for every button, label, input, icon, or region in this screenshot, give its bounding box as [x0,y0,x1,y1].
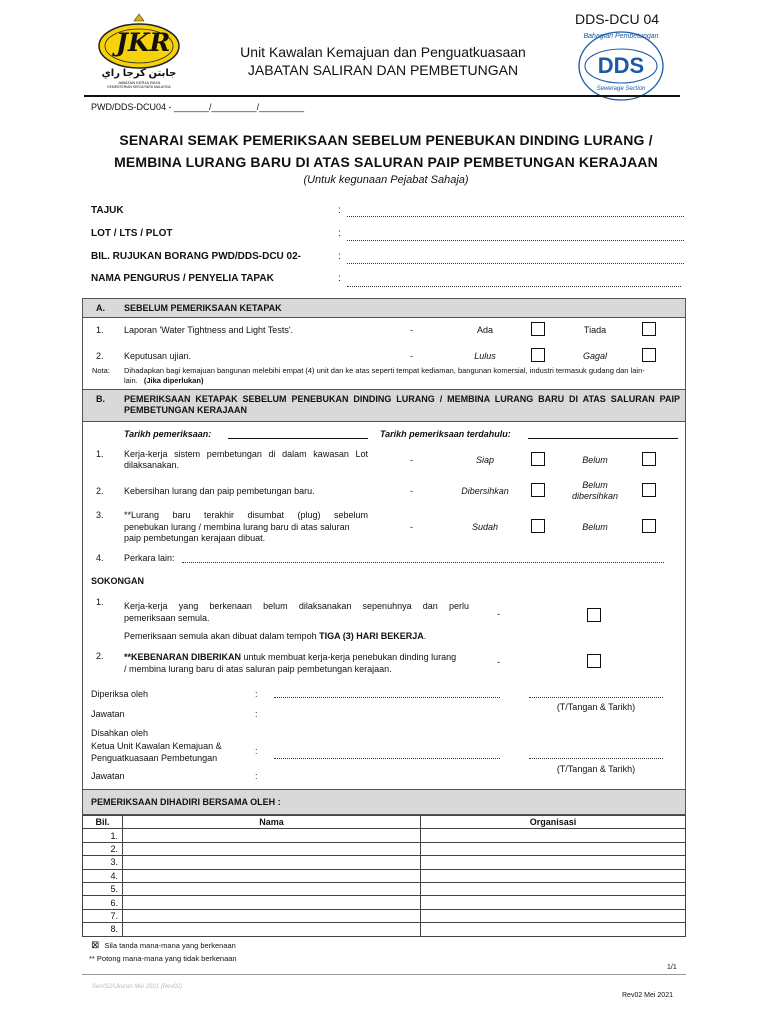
field-lot-label: LOT / LTS / PLOT [91,228,173,239]
section-b-item-num: 3. [96,510,104,520]
table-row [83,869,686,882]
section-b-title [124,394,680,415]
table-row [83,896,686,909]
row-number: 7. [83,909,123,922]
section-b-item-dash: - [410,455,413,465]
table-row [83,856,686,869]
note-text: Dihadapkan bagi kemajuan bangunan melebihi empat (4) unit dan ke atas seperti tempat kediaman, bangunan komersial, industri termasuk gudang dan lain- [124,366,645,375]
option-lulus-label: Lulus [474,351,496,361]
checkbox-ada[interactable] [531,322,545,336]
note-bold: (Jika diperlukan) [143,376,204,385]
attendance-table [82,815,686,937]
field-lot-input[interactable] [347,240,684,241]
permission-text: untuk membuat kerja-kerja penebukan dinding lurang [241,652,457,662]
section-b-title-line1: PEMERIKSAAN KETAPAK SEBELUM PENEBUKAN DINDING LURANG / MEMBINA LURANG BARU DI ATAS SALURAN PAIP [124,394,680,404]
checkbox-siap[interactable] [531,452,545,466]
section-b-item-text-line: paip pembetungan kerajaan dibuat. [124,533,266,543]
prev-inspection-date-input[interactable] [528,438,678,439]
reinspection-bold: TIGA (3) HARI BEKERJA [319,631,424,641]
organisation-cell[interactable] [421,856,686,869]
section-b-title-line2: PEMBETUNGAN KERAJAAN [124,405,248,415]
field-ref-label: BIL. RUJUKAN BORANG PWD/DDS-DCU 02- [91,251,302,262]
office-use-note: (Untuk kegunaan Pejabat Sahaja) [303,174,469,186]
section-b-item-dash: - [410,486,413,496]
unit-name: Unit Kawalan Kemajuan dan Penguatkuasaan [240,44,526,60]
dds-logo [575,28,667,104]
option-siap-label: Siap [475,455,494,465]
organisation-cell[interactable] [421,909,686,922]
inspection-date-input[interactable] [228,438,368,439]
option-belum-label: Belum [582,455,608,465]
section-b-item-text-line: Kerja-kerja sistem pembetungan di dalam kawasan Lot [124,449,368,459]
sokongan-item-text [124,600,469,624]
jkr-logo-ministry: KEMENTERIAN KERJA RAYA MALAYSIA [107,85,171,89]
section-b-item-dash: - [410,522,413,532]
note-label: Nota: [92,366,110,375]
checkbox-kebenaran[interactable] [587,654,601,668]
checkbox-belum-dibersihkan[interactable] [642,483,656,497]
field-colon: : [338,251,341,262]
approved-by-input[interactable] [274,758,500,759]
option-belum-dibersihkan-label [565,480,625,502]
organisation-cell[interactable] [421,896,686,909]
section-b-item-num: 1. [96,449,104,459]
section-b-item-text [124,449,368,471]
option-belum-line: Belum [582,480,608,490]
checkbox-tiada[interactable] [642,322,656,336]
name-cell[interactable] [123,842,421,855]
jkr-logo-sub: JABATAN KERJA RAYA [117,80,161,85]
option-ada-label: Ada [476,325,493,335]
head-line: Ketua Unit Kawalan Kemajuan & [91,741,222,751]
checkbox-lulus[interactable] [531,348,545,362]
field-title-label: TAJUK [91,205,124,216]
row-number: 4. [83,869,123,882]
checkbox-gagal[interactable] [642,348,656,362]
sokongan-title: SOKONGAN [91,576,145,586]
dept-name: JABATAN SALIRAN DAN PEMBETUNGAN [247,62,519,78]
section-b-item-num: 2. [96,486,104,496]
approved-by-label: Disahkan oleh [91,728,149,738]
row-number: 2. [83,842,123,855]
dds-logo-top: Bahagian Pembetungan [583,33,659,40]
option-gagal-label: Gagal [582,351,608,361]
section-b-item-text-line: **Lurang baru terakhir disumbat (plug) sebelum [124,510,368,520]
page-number: 1/1 [667,964,677,971]
option-tiada-label: Tiada [583,325,607,335]
section-b-item-text-line: penebukan lurang / membina lurang baru di atas saluran [124,521,350,532]
organisation-cell[interactable] [421,829,686,842]
option-sudah-label: Sudah [471,522,499,532]
field-manager-input[interactable] [347,286,681,287]
head-line: Penguatkuasaan Pembetungan [91,753,218,763]
attendance-header-row [83,816,686,829]
field-title-input[interactable] [347,216,684,217]
table-row [83,842,686,855]
note-text-cont: lain. [124,376,138,385]
footer-rule [82,974,686,975]
footer-note1 [91,940,236,951]
crossed-box-icon: ⊠ [91,940,100,951]
table-row [83,909,686,922]
section-b-item-text [124,510,368,545]
jkr-logo [96,12,182,90]
col-bil: Bil. [83,816,123,829]
attendance-title: PEMERIKSAAN DIHADIRI BERSAMA OLEH : [91,797,281,807]
section-a-title: SEBELUM PEMERIKSAAN KETAPAK [124,303,282,313]
checked-by-input[interactable] [274,697,500,698]
name-cell[interactable] [123,896,421,909]
section-b-item-text: Kebersihan lurang dan paip pembetungan baru. [124,486,315,496]
reinspection-end: . [423,631,427,641]
reinspection-text: Pemeriksaan semula akan dibuat dalam tempoh [124,631,320,641]
dds-logo-bottom: Sewerage Section [596,86,646,92]
prev-inspection-date-label: Tarikh pemeriksaan terdahulu: [380,429,511,439]
checkbox-sudah[interactable] [531,519,545,533]
organisation-cell[interactable] [421,923,686,936]
other-matters-label: Perkara lain: [124,553,175,563]
reference-line[interactable]: PWD/DDS-DCU04 - _______/_________/_________ [91,102,305,112]
section-a-item-text: Keputusan ujian. [124,351,192,361]
sokongan-item2-text [124,651,474,675]
organisation-cell[interactable] [421,842,686,855]
sokongan-item-num: 1. [96,597,104,607]
note-text-line2 [124,376,203,385]
organisation-cell[interactable] [421,882,686,895]
signature2-input[interactable] [529,758,663,759]
inspection-date-label: Tarikh pemeriksaan: [124,429,212,439]
head-of-unit-label [91,740,222,764]
sokongan-text-line: pemeriksaan semula. [124,613,210,623]
form-title-line2: MEMBINA LURANG BARU DI ATAS SALURAN PAIP PEMBETUNGAN KERAJAAN [114,154,658,170]
row-number: 6. [83,896,123,909]
section-b-letter: B. [96,394,105,404]
signature2-label: (T/Tangan & Tarikh) [556,764,636,774]
option-dibersihkan-label: Dibersihkan [461,486,509,496]
name-cell[interactable] [123,923,421,936]
form-title-line1: SENARAI SEMAK PEMERIKSAAN SEBELUM PENEBUKAN DINDING LURANG / [119,132,653,148]
table-row [83,923,686,936]
option-belum-line: dibersihkan [571,491,619,501]
position2-label: Jawatan [91,771,125,781]
sokongan-text-line: / membina lurang baru di atas saluran paip pembetungan kerajaan. [124,664,392,674]
checkbox-belum[interactable] [642,519,656,533]
col-organisasi: Organisasi [421,816,686,829]
section-b-item-text-line: dilaksanakan. [124,460,180,470]
table-row [83,882,686,895]
signature-colon: : [255,689,258,699]
row-number: 1. [83,829,123,842]
dds-logo-text: DDS [597,53,645,78]
row-number: 8. [83,923,123,936]
other-matters-input[interactable] [182,562,664,563]
position1-label: Jawatan [91,709,125,719]
row-number: 3. [83,856,123,869]
faint-footer-text: Sen/S2/Ukuran Mei 2021 (Rev02) [92,984,183,990]
field-ref-input[interactable] [347,263,684,264]
header-rule [84,95,680,97]
name-cell[interactable] [123,829,421,842]
sokongan-item-num: 2. [96,651,104,661]
checkbox-dibersihkan[interactable] [531,483,545,497]
section-b-item-num: 4. [96,553,104,563]
section-a-item-dash: - [410,351,413,361]
sokongan-item-dash: - [497,657,500,667]
row-number: 5. [83,882,123,895]
checkbox-pemeriksaan-semula[interactable] [587,608,601,622]
section-a-letter: A. [96,303,105,313]
section-a-item-text: Laporan 'Water Tightness and Light Tests'. [124,325,294,335]
option-belum-label: Belum [582,522,608,532]
permission-bold: **KEBENARAN DIBERIKAN [124,652,242,662]
checked-by-label: Diperiksa oleh [91,689,149,699]
footer-note1-text: Sila tanda mana-mana yang berkenaan [104,941,236,950]
sokongan-item-dash: - [497,609,500,619]
field-colon: : [338,228,341,239]
section-a-item-num: 1. [96,325,104,335]
sokongan-text-line [124,651,474,663]
doc-code: DDS-DCU 04 [575,11,660,27]
signature1-label: (T/Tangan & Tarikh) [556,702,636,712]
checkbox-belum[interactable] [642,452,656,466]
footer-note2: ** Potong mana-mana yang tidak berkenaan [89,954,237,963]
col-nama: Nama [123,816,421,829]
table-row [83,829,686,842]
field-colon: : [338,205,341,216]
name-cell[interactable] [123,909,421,922]
sokongan-text-line: Kerja-kerja yang berkenaan belum dilaksanakan sepenuhnya dan perlu [124,601,469,611]
field-colon: : [338,273,341,284]
section-a-item-dash: - [410,325,413,335]
signature1-input[interactable] [529,697,663,698]
name-cell[interactable] [123,856,421,869]
signature-colon: : [255,771,258,781]
name-cell[interactable] [123,882,421,895]
field-manager-label: NAMA PENGURUS / PENYELIA TAPAK [91,273,274,284]
jkr-logo-text: JKR [116,28,171,57]
revision-label: Rev02 Mei 2021 [622,992,673,999]
organisation-cell[interactable] [421,869,686,882]
section-a-item-num: 2. [96,351,104,361]
signature-colon: : [255,709,258,719]
jkr-logo-jawi: جابتن كرجا راي [101,68,177,79]
name-cell[interactable] [123,869,421,882]
signature-colon: : [255,746,258,756]
reinspection-line [124,631,426,641]
